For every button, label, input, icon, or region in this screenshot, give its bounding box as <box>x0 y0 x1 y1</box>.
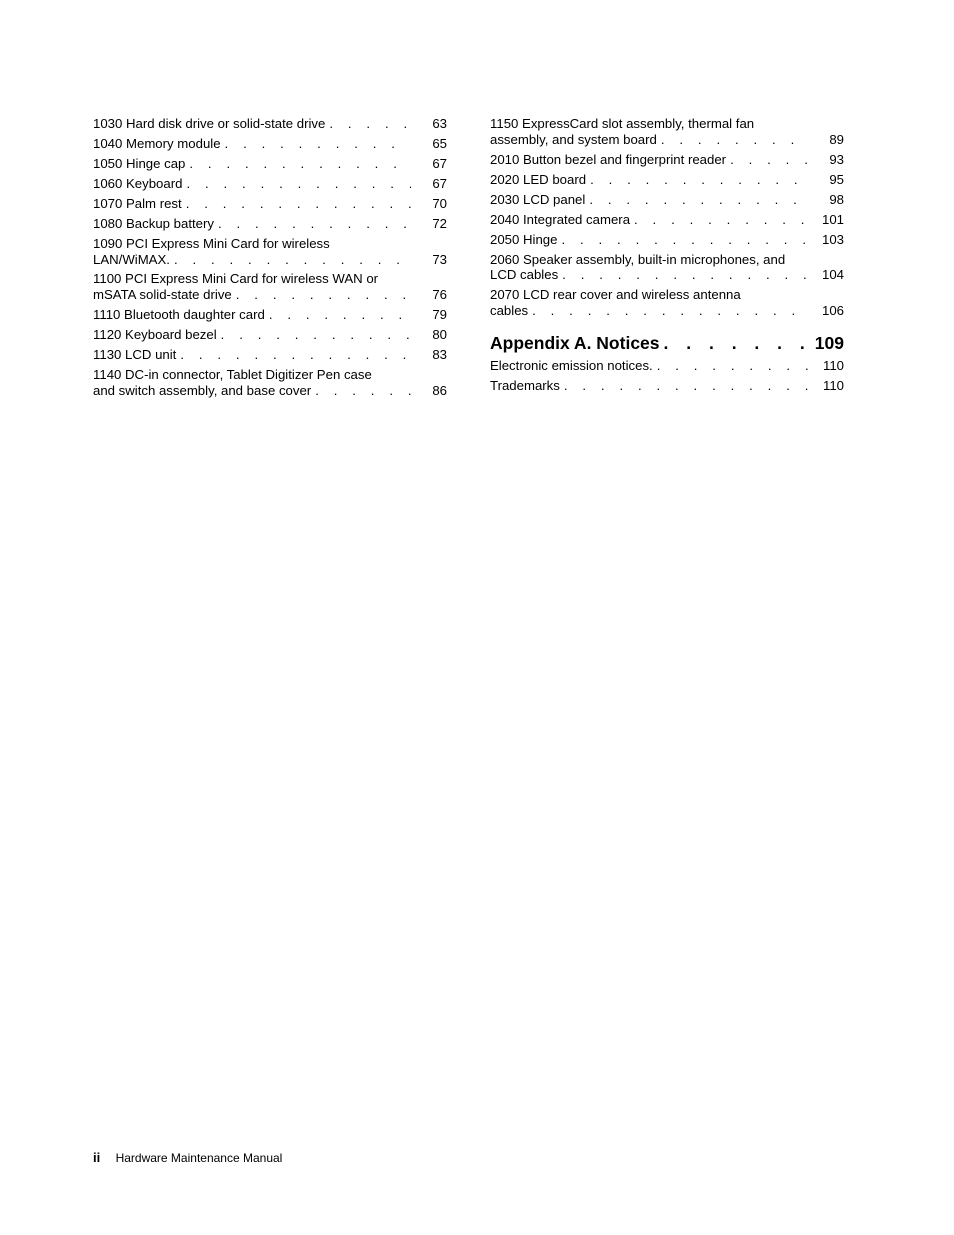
toc-leader-dots <box>630 212 808 228</box>
toc-entry-page: 65 <box>432 135 447 151</box>
toc-leader-dots <box>170 252 411 268</box>
toc-entry-page: 86 <box>432 382 447 398</box>
toc-leader-dots <box>311 383 411 399</box>
toc-leader-dots <box>726 152 808 168</box>
toc-entry[interactable] <box>93 216 447 232</box>
toc-chapter-appendix-a[interactable] <box>490 332 844 354</box>
toc-entry-page: 79 <box>432 307 447 323</box>
toc-entry[interactable] <box>93 176 447 192</box>
toc-entry[interactable] <box>490 378 844 394</box>
toc-leader-dots <box>585 192 808 208</box>
toc-chapter-title: Appendix A. Notices <box>490 333 660 354</box>
toc-leader-dots <box>325 116 411 132</box>
toc-entry[interactable] <box>490 172 844 188</box>
toc-entry-title: 1080 Backup battery <box>93 215 214 231</box>
toc-leader-dots <box>185 156 411 172</box>
toc-entry[interactable] <box>490 287 844 318</box>
toc-entry[interactable] <box>93 116 447 132</box>
toc-entry-title: LCD cables <box>490 267 559 283</box>
toc-right-entries <box>490 116 844 318</box>
toc-leader-dots <box>182 176 411 192</box>
toc-entry[interactable] <box>93 236 447 267</box>
toc-entry[interactable] <box>93 136 447 152</box>
toc-entry-title-line: 1150 ExpressCard slot assembly, thermal fan <box>490 116 755 131</box>
toc-entry[interactable] <box>93 347 447 363</box>
toc-left-column <box>93 116 447 403</box>
toc-leader-dots <box>232 287 411 303</box>
toc-leader-dots <box>182 196 411 212</box>
toc-entry-title: 1050 Hinge cap <box>93 155 186 171</box>
toc-entry[interactable] <box>93 156 447 172</box>
toc-entry-title: LAN/WiMAX. <box>93 251 170 267</box>
toc-entry-title: 2010 Button bezel and fingerprint reader <box>490 151 727 167</box>
toc-leader-dots <box>176 347 411 363</box>
toc-entry-page: 76 <box>432 287 447 303</box>
toc-entry-title: 2050 Hinge <box>490 231 558 247</box>
toc-entry-title-line: 2070 LCD rear cover and wireless antenna <box>490 287 741 303</box>
toc-entry[interactable] <box>490 192 844 208</box>
toc-entry[interactable] <box>93 327 447 343</box>
toc-entry[interactable] <box>490 358 844 374</box>
toc-entry[interactable] <box>93 367 447 398</box>
toc-entry-page: 110 <box>822 378 844 394</box>
toc-entry[interactable] <box>490 152 844 168</box>
toc-leader-dots <box>221 136 411 152</box>
toc-leader-dots <box>217 327 411 343</box>
toc-chapter-page: 109 <box>814 333 844 354</box>
toc-appendix-entries <box>490 358 844 394</box>
toc-entry-title: cables <box>490 302 529 318</box>
toc-entry-page: 80 <box>432 327 447 343</box>
toc-entry-page: 73 <box>432 251 447 267</box>
toc-entry-page: 98 <box>829 191 844 207</box>
toc-leader-dots <box>528 303 808 319</box>
toc-entry[interactable] <box>490 232 844 248</box>
toc-entry-page: 95 <box>829 171 844 187</box>
toc-leader-dots <box>557 232 808 248</box>
toc-entry-title-line: 1140 DC-in connector, Tablet Digitizer Pen case <box>93 367 372 383</box>
toc-entry-title: Electronic emission notices. <box>490 358 653 374</box>
toc-entry-page: 67 <box>432 155 447 171</box>
toc-entry-title-line: 1090 PCI Express Mini Card for wireless <box>93 235 330 251</box>
toc-right-column <box>490 116 844 398</box>
toc-entry-title: 1030 Hard disk drive or solid-state drive <box>93 116 326 131</box>
toc-entry-page: 72 <box>432 215 447 231</box>
toc-entry-title: 2030 LCD panel <box>490 191 586 207</box>
toc-entry-title: 2040 Integrated camera <box>490 211 631 227</box>
toc-leader-dots <box>586 172 808 188</box>
toc-leader-dots <box>560 378 808 394</box>
toc-entry[interactable] <box>93 307 447 323</box>
toc-entry-title: 1060 Keyboard <box>93 175 183 191</box>
toc-leader-dots <box>657 132 808 148</box>
toc-entry-title-line: 1100 PCI Express Mini Card for wireless WAN or <box>93 271 379 287</box>
toc-entry[interactable] <box>93 196 447 212</box>
toc-leader-dots <box>660 332 804 354</box>
footer-document-title: Hardware Maintenance Manual <box>115 1151 283 1165</box>
toc-entry-title: 1120 Keyboard bezel <box>93 327 217 343</box>
toc-entry-title: 1130 LCD unit <box>93 347 177 363</box>
toc-entry-page: 70 <box>432 195 447 211</box>
toc-entry-title: 1070 Palm rest <box>93 195 182 211</box>
footer-page-number: ii <box>93 1150 101 1165</box>
toc-leader-dots <box>214 216 411 232</box>
toc-entry-title: and switch assembly, and base cover <box>93 382 312 398</box>
toc-entry-title: 1040 Memory module <box>93 135 221 151</box>
toc-entry-page: 104 <box>821 267 844 283</box>
toc-leader-dots <box>265 307 411 323</box>
toc-entry-title: 2020 LED board <box>490 171 587 187</box>
toc-entry[interactable] <box>490 116 844 147</box>
toc-entry[interactable] <box>93 271 447 302</box>
page-footer <box>93 1150 282 1165</box>
toc-entry-page: 89 <box>829 131 844 147</box>
toc-entry-title-line: 2060 Speaker assembly, built-in microphones, and <box>490 251 786 267</box>
toc-entry-page: 67 <box>432 175 447 191</box>
toc-entry-page: 101 <box>821 211 844 227</box>
toc-entry-page: 103 <box>821 231 844 247</box>
toc-entry-title: 1110 Bluetooth daughter card <box>93 307 265 323</box>
toc-entry-page: 83 <box>432 347 447 363</box>
toc-entry-page: 106 <box>821 302 844 318</box>
toc-entry-title: Trademarks <box>490 378 560 394</box>
toc-entry-title: mSATA solid-state drive <box>93 287 232 303</box>
toc-entry-title: assembly, and system board <box>490 131 657 147</box>
toc-entry[interactable] <box>490 212 844 228</box>
toc-leader-dots <box>653 358 808 374</box>
toc-entry[interactable] <box>490 252 844 283</box>
toc-entry-page: 110 <box>822 358 844 374</box>
toc-entry-page: 93 <box>829 151 844 167</box>
toc-leader-dots <box>558 267 808 283</box>
toc-entry-page: 63 <box>432 116 447 131</box>
